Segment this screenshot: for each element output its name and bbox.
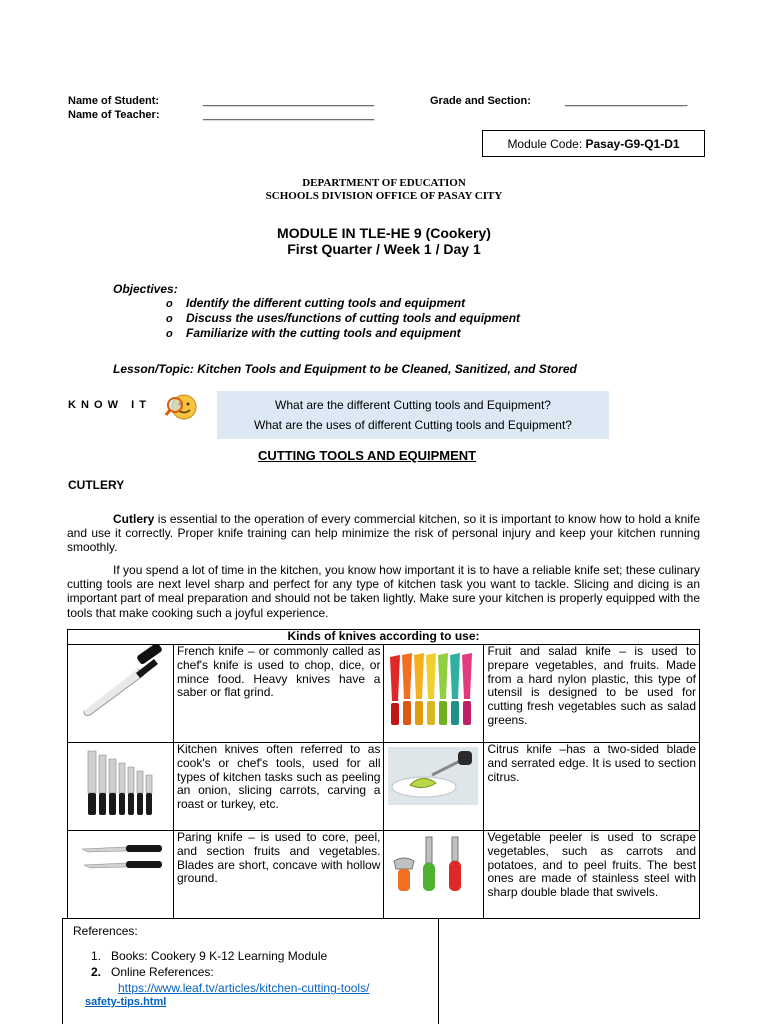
knife-set-icon <box>68 743 172 827</box>
module-title: MODULE IN TLE-HE 9 (Cookery) <box>277 225 491 241</box>
know-it-questions <box>217 391 609 439</box>
kitchen-knives-description: Kitchen knives often referred to as cook's or chef's tools, used for all types of kitchen tasks such as peeling an onion, slicing carrots, carving a roast or turkey, etc. <box>173 743 384 831</box>
subsection-title: CUTLERY <box>68 478 125 492</box>
table-row <box>68 645 700 743</box>
fruit-salad-knife-description: Fruit and salad knife – is used to prepare vegetables, and fruits. Made from a hard nylon plastic, this type of utensil is designed to be used for cutting fresh vegetables such as salad greens. <box>484 645 700 743</box>
cutlery-term: Cutlery <box>113 512 155 526</box>
reference-number: 1. <box>91 949 102 963</box>
magnifier-smiley-icon <box>164 393 202 421</box>
chef-knife-icon <box>68 645 172 739</box>
paring-knife-description: Paring knife – is used to core, peel, and section fruits and vegetables. Blades are short, concave with hollow ground. <box>173 831 384 919</box>
paring-knife-icon <box>68 831 172 915</box>
module-code-value: Pasay-G9-Q1-D1 <box>585 136 680 151</box>
reference-link[interactable]: safety-tips.html <box>85 996 167 1008</box>
reference-link[interactable]: https://www.leaf.tv/articles/kitchen-cutting-tools/ <box>118 981 370 995</box>
reference-link-line <box>91 980 428 996</box>
references-heading: References: <box>73 924 138 938</box>
objective-bullet: o <box>166 328 173 340</box>
citrus-knife-image <box>384 743 484 831</box>
references-box <box>62 918 439 1024</box>
grade-section-field[interactable]: ____________________ <box>565 95 688 107</box>
department-title: DEPARTMENT OF EDUCATION <box>302 177 466 189</box>
vegetable-peeler-image <box>384 831 484 919</box>
objectives-heading: Objectives: <box>113 282 178 296</box>
teacher-name-field[interactable]: ____________________________ <box>203 109 375 121</box>
references-list <box>73 948 428 996</box>
objective-bullet: o <box>166 298 173 310</box>
reference-number: 2. <box>91 965 102 979</box>
objective-item: Discuss the uses/functions of cutting tools and equipment <box>186 311 521 325</box>
cutlery-paragraph-text: is essential to the operation of every commercial kitchen, so it is important to know how to hold a knife and use it correctly. Proper knife training can help minimize the risk of personal injury and keep your kitchen running smoothly. <box>67 512 700 555</box>
section-title: CUTTING TOOLS AND EQUIPMENT <box>258 448 477 463</box>
table-heading: Kinds of knives according to use: <box>68 630 700 645</box>
reference-text: Online References: <box>111 965 214 979</box>
vegetable-peeler-description: Vegetable peeler is used to scrape vegetables, such as carrots and potatoes, and to peel fruits. The best ones are made of stainless steel with sharp double blade that swivels. <box>484 831 700 919</box>
grade-section-label: Grade and Section: <box>430 95 531 107</box>
reference-text: Books: Cookery 9 K-12 Learning Module <box>111 949 328 963</box>
table-row <box>68 831 700 919</box>
student-name-field[interactable]: ____________________________ <box>203 95 375 107</box>
quarter-title: First Quarter / Week 1 / Day 1 <box>287 241 481 257</box>
division-title: SCHOOLS DIVISION OFFICE OF PASAY CITY <box>265 190 503 202</box>
table-row <box>68 743 700 831</box>
paring-knife-image <box>68 831 174 919</box>
question-2: What are the uses of different Cutting tools and Equipment? <box>254 418 572 432</box>
objective-item: Identify the different cutting tools and equipment <box>186 296 466 310</box>
citrus-knife-icon <box>384 743 482 827</box>
objective-item: Familiarize with the cutting tools and equipment <box>186 326 461 340</box>
colorful-knives-image <box>384 645 484 743</box>
cutlery-paragraph <box>67 512 700 555</box>
vegetable-peeler-icon <box>384 831 482 915</box>
teacher-name-label: Name of Teacher: <box>68 109 160 121</box>
student-name-label: Name of Student: <box>68 95 160 107</box>
knife-set-image <box>68 743 174 831</box>
lesson-topic: Lesson/Topic: Kitchen Tools and Equipment to be Cleaned, Sanitized, and Stored <box>113 362 577 376</box>
knives-table <box>67 629 700 919</box>
module-code-box <box>482 130 705 157</box>
objective-bullet: o <box>166 313 173 325</box>
question-1: What are the different Cutting tools and Equipment? <box>275 398 551 412</box>
chef-knife-description: French knife – or commonly called as chef's knife is used to chop, dice, or mince food. Heavy knives have a saber or flat grind. <box>173 645 384 743</box>
reference-item <box>91 964 428 980</box>
chef-knife-image <box>68 645 174 743</box>
reference-item <box>91 948 428 964</box>
knife-set-paragraph: If you spend a lot of time in the kitchen, you know how important it is to have a reliable knife set; these culinary cutting tools are next level sharp and perfect for any type of kitchen task you want to tackle. Slicing and dicing is an important part of meal preparation and should not be taken lightly. Make sure your kitchen is properly equipped with the tools that make cooking such a joyful experience. <box>67 563 700 620</box>
know-it-label: K N O W I T <box>68 399 147 411</box>
reference-link-continuation <box>85 996 428 1008</box>
colorful-knives-icon <box>384 645 482 739</box>
citrus-knife-description: Citrus knife –has a two-sided blade and serrated edge. It is used to section citrus. <box>484 743 700 831</box>
module-code-label: Module Code: <box>507 136 583 151</box>
